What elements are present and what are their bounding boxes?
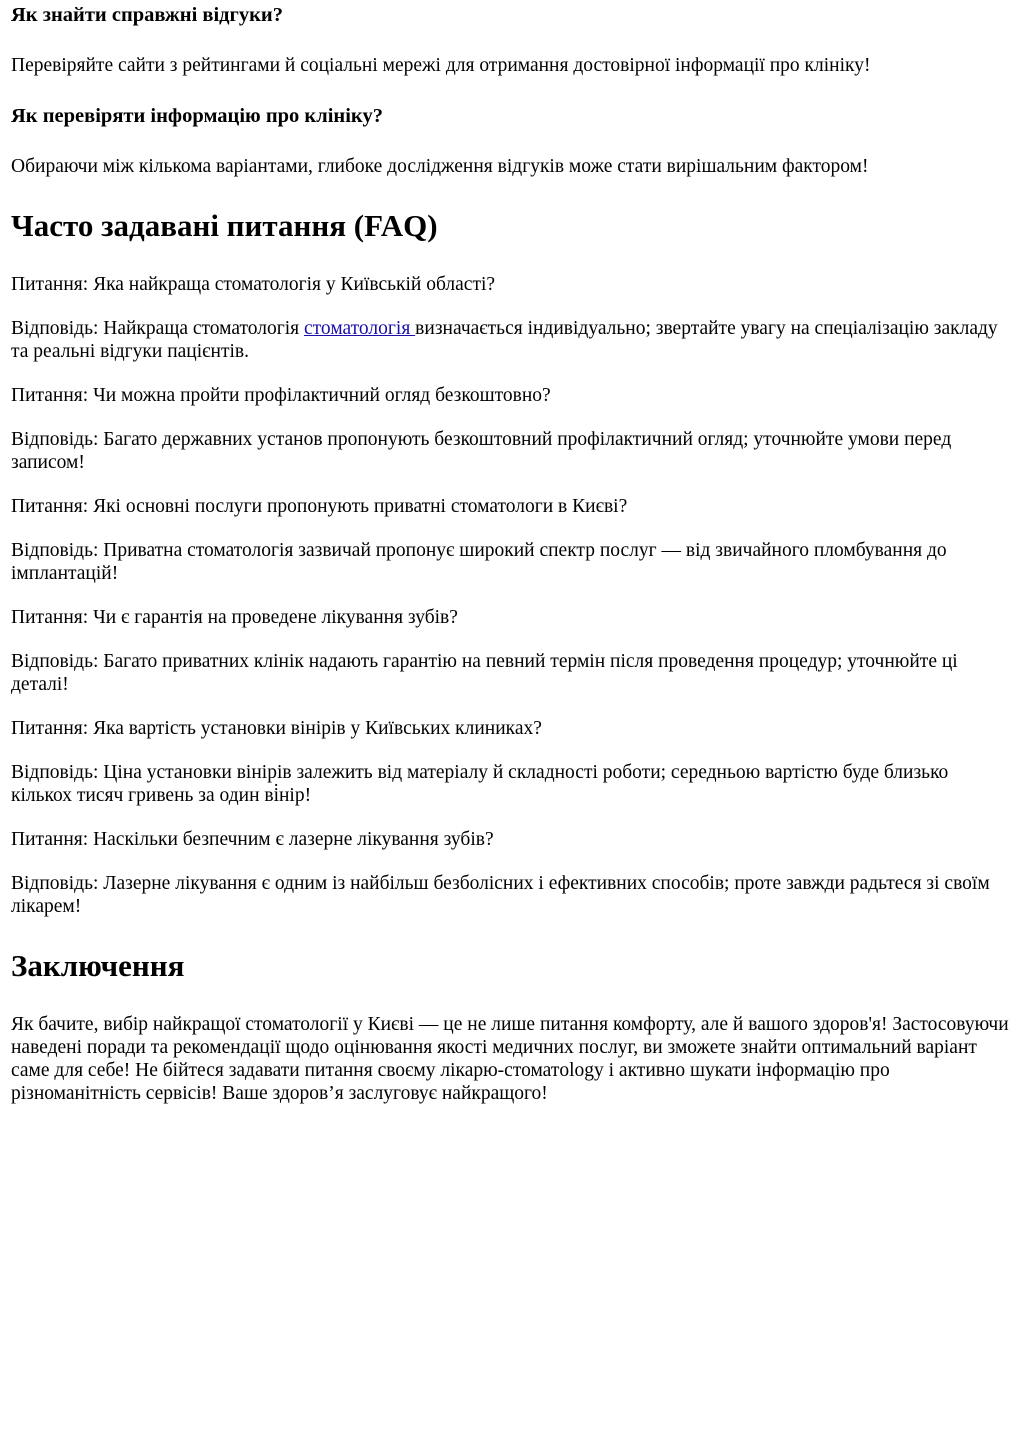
faq-question-4: Питання: Чи є гарантія на проведене лікування зубів? [11,607,458,628]
faq-question-5: Питання: Яка вартість установки вінірів у Київських клиниках? [11,718,542,739]
section-heading-reviews: Як знайти справжні відгуки? [11,4,283,26]
conclusion-heading: Заключення [11,948,185,983]
faq-answer-3: Відповідь: Приватна стоматологія зазвичай пропонує широкий спектр послуг — від звичайного пломбування до імплантацій! [11,540,947,584]
faq-question-3: Питання: Які основні послуги пропонують приватні стоматологи в Києві? [11,496,628,517]
paragraph-verify-clinic: Обираючи між кількома варіантами, глибоке дослідження відгуків може стати вирішальним фактором! [11,156,869,177]
faq-heading: Часто задавані питання (FAQ) [11,208,438,243]
faq-answer-2: Відповідь: Багато державних установ пропонують безкоштовний профілактичний огляд; уточнюйте умови перед записом! [11,429,952,473]
faq-question-6: Питання: Наскільки безпечним є лазерне лікування зубів? [11,829,494,850]
faq-answer-5: Відповідь: Ціна установки вінірів залежить від матеріалу й складності роботи; середньою вартістю буде близько кількох тисяч гривень за один вi̇нір! [11,762,949,806]
article [0,3,1024,1105]
section-heading-verify-clinic: Як перевіряти інформацію про клініку? [11,105,383,127]
faq-answer-1-start: Відповідь: Найкраща стоматологія [11,318,305,339]
conclusion-paragraph: Як бачите, вибір найкращої стоматології у Києві — це не лише питання комфорту, але й вашого здоров'я! Застосовуючи наведені поради та рекомендації щодо оцінювання якості медичних послуг, ви зможете знайти оптимальний варіант саме для себе! Не бійтеся задавати питання своєму лікарю-стоматology і активно шукати інформацію про різноманітність сервісів! Ваше здоров’я заслуговує найкращого! [11,1014,1009,1104]
faq-question-2: Питання: Чи можна пройти профілактичний огляд безкоштовно? [11,385,551,406]
paragraph-reviews: Перевіряйте сайти з рейтингами й соціальні мережі для отримання достовірної інформації про клініку! [11,55,871,76]
faq-answer-1 [11,317,1012,363]
faq-answer-6: Відповідь: Лазерне лікування є одним із найбільш безболісних і ефективних способів; проте завжди радьтеся зі своїм лікарем! [11,873,990,917]
dentistry-link[interactable]: стоматологія [304,318,416,339]
faq-answer-4: Відповідь: Багато приватних клінік надають гарантію на певний термін після проведення процедур; уточнюйте ці деталі! [11,651,958,695]
faq-answer-1-end: визначається індивідуально; звертайте увагу на спеціалізацію закладу та реальні відгуки пацієнтів. [11,318,998,362]
faq-question-1: Питання: Яка найкраща стоматологія у Київській області? [11,274,496,295]
